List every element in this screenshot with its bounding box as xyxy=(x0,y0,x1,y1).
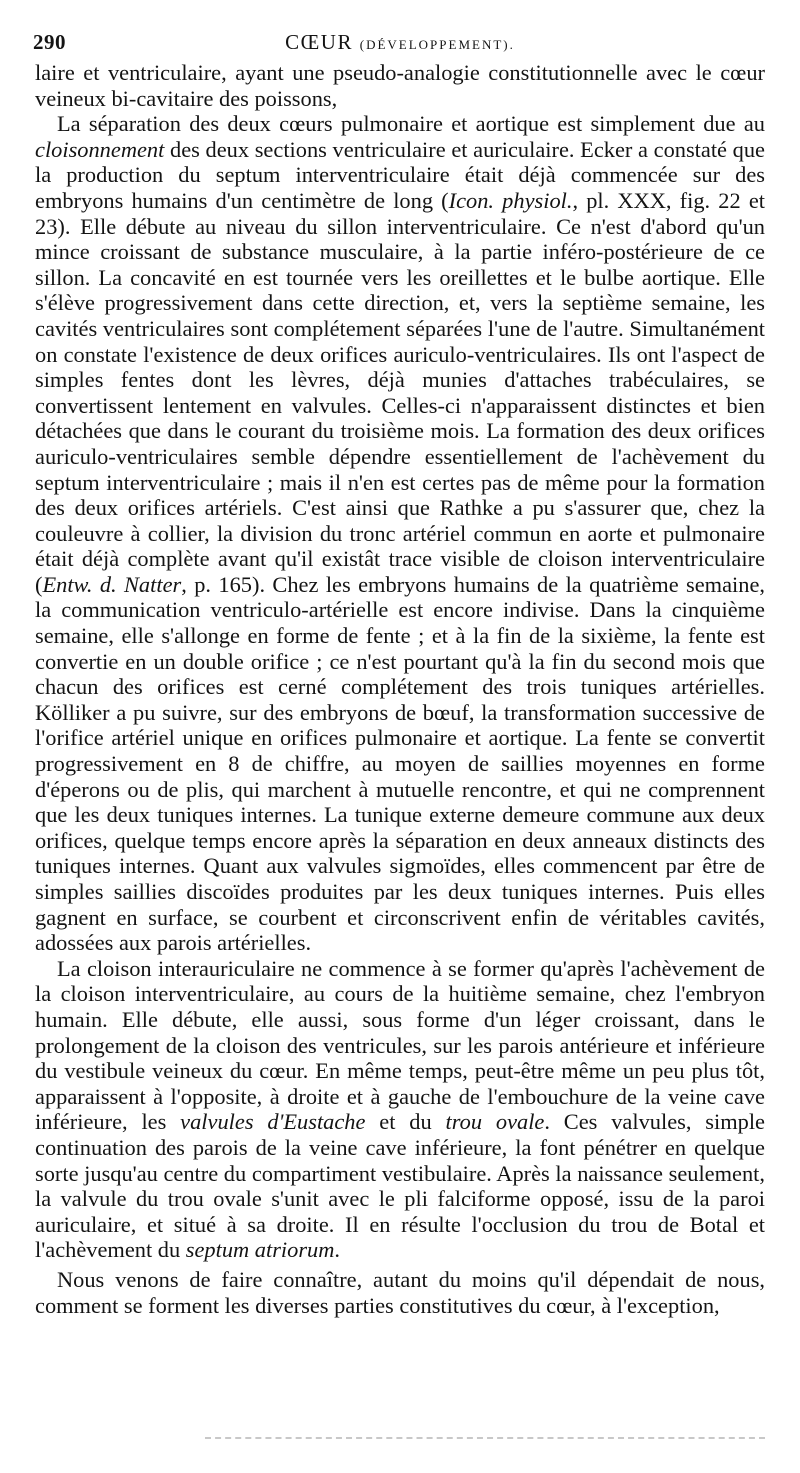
italic-text-run: septum atriorum xyxy=(185,1237,335,1263)
footer-rule xyxy=(205,1437,765,1439)
italic-text-run: trou ovale xyxy=(445,1109,545,1135)
text-run: La cloison interauriculaire ne commence à se former qu'après l'achèvement de la cloison interventriculaire, au cours de la huitième semaine, chez l'embryon humain. Elle débute, elle aussi, sous forme d'un léger croissant, dans le prolongement de la cloison des ventricules, sur les parois antérieure et inférieure du vestibule veineux du cœur. En même temps, peut-être même un peu plus tôt, apparaissent à l'opposite, à droite et à gauche de l'embouchure de la veine cave inférieure, les xyxy=(35,955,765,1135)
text-run: laire et ventriculaire, ayant une pseudo-analogie constitutionnelle avec le cœur veineux bi-cavitaire des poissons, xyxy=(35,60,765,111)
text-run: des deux sections ventriculaire et auriculaire. Ecker a constaté que la production du septum interventriculaire était déjà commencée sur des embryons humains d'un centimètre de long ( xyxy=(35,136,765,213)
text-run: La séparation des deux cœurs pulmonaire et aortique est simplement due au xyxy=(57,111,765,137)
text-run: , pl. XXX, fig. 22 et 23). Elle débute au niveau du sillon interventriculaire. Ce n'est d'abord qu'un mince croissant de substance musculaire, à la partie inféro-postérieure de ce sillon. La concavité en est tournée vers les oreillettes et le bulbe aortique. Elle s'élève progressivement dans cette direction, et, vers la septième semaine, les cavités ventriculaires sont complétement séparées l'une de l'autre. Simultanément on constate l'existence de deux orifices auriculo-ventriculaires. Ils ont l'aspect de simples fentes dont les lèvres, déjà munies d'attaches trabéculaires, se convertissent lentement en valvules. Celles-ci n'apparaissent distinctes et bien détachées que dans le courant du troisième mois. La formation des deux orifices auriculo-ventriculaires semble dépendre essentiellement de l'achèvement du septum interventriculaire ; mais il n'en est certes pas de même pour la formation des deux orifices artériels. C'est ainsi que Rathke a pu s'assurer que, chez la couleuvre à collier, la division du tronc artériel commun en aorte et pulmonaire était déjà complète avant qu'il existât trace visible de cloison interventriculaire ( xyxy=(35,187,766,597)
paragraph xyxy=(35,956,765,1263)
running-head-subtitle: (DÉVELOPPEMENT). xyxy=(359,37,515,52)
italic-text-run: cloisonnement xyxy=(35,136,165,162)
page-number: 290 xyxy=(33,30,66,54)
text-run: Nous venons de faire connaître, autant du moins qu'il dépendait de nous, comment se forment les diverses parties constitutives du cœur, à l'exception, xyxy=(35,1266,765,1318)
running-head xyxy=(0,30,800,55)
paragraph xyxy=(35,60,765,111)
text-run: et du xyxy=(365,1109,446,1135)
italic-text-run: valvules d'Eustache xyxy=(180,1109,366,1135)
italic-text-run: Entw. d. Natter xyxy=(42,571,182,597)
text-run: . Ces valvules, simple continuation des parois de la veine cave inférieure, la font pénétrer en quelque sorte jusqu'au centre du compartiment vestibulaire. Après la naissance seulement, la valvule du trou ovale s'unit avec le pli falciforme opposé, issu de la paroi auriculaire, et situé à sa droite. Il en résulte l'occlusion du trou de Botal et l'achèvement du xyxy=(35,1109,765,1263)
paragraph xyxy=(35,1267,765,1318)
text-run: , p. 165). Chez les embryons humains de la quatrième semaine, la communication ventriculo-artérielle est encore indivise. Dans la cinquième semaine, elle s'allonge en forme de fente ; et à la fin de la sixième, la fente est convertie en un double orifice ; ce n'est pourtant qu'à la fin du second mois que chacun des orifices est cerné complétement des trois tuniques artérielles. Kölliker a pu suivre, sur des embryons de bœuf, la transformation successive de l'orifice artériel unique en orifices pulmonaire et aortique. La fente se convertit progressivement en 8 de chiffre, au moyen de saillies moyennes en forme d'éperons ou de plis, qui marchent à mutuelle rencontre, et qui ne comprennent que les deux tuniques internes. La tunique externe demeure commune aux deux orifices, quelque temps encore après la séparation en deux anneaux distincts des tuniques internes. Quant aux valvules sigmoïdes, elles commencent par être de simples saillies discoïdes produites par les deux tuniques internes. Puis elles gagnent en surface, se courbent et circonscrivent enfin de véritables cavités, adossées aux parois artérielles. xyxy=(35,571,765,956)
paragraph xyxy=(35,111,765,956)
page-header xyxy=(0,30,800,60)
body-text xyxy=(35,60,765,1318)
text-run: . xyxy=(334,1237,341,1263)
italic-text-run: Icon. physiol. xyxy=(448,187,573,213)
running-head-title: CŒUR xyxy=(285,30,353,54)
